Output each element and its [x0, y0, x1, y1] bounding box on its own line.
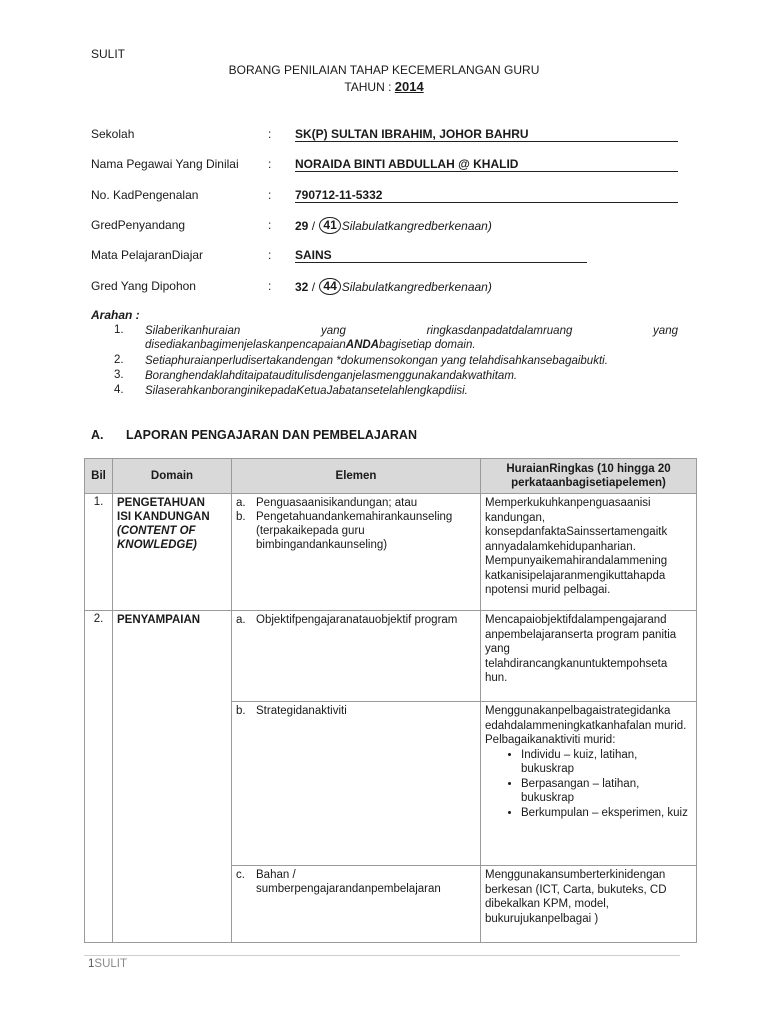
- year-value: 2014: [394, 79, 424, 94]
- header-bil: Bil: [85, 459, 113, 494]
- grade-option: 29: [295, 219, 309, 233]
- field-colon: :: [268, 127, 272, 141]
- cell-elemen: [232, 494, 481, 611]
- classification-top: SULIT: [91, 47, 126, 61]
- field-value-mata-pelajaran: SAINS: [295, 248, 332, 262]
- element-text: Objektifpengajaranatauobjektif program: [256, 614, 458, 626]
- instruction-number: 3.: [114, 369, 124, 381]
- element-letter: a.: [236, 614, 246, 626]
- grade-separator: /: [311, 219, 316, 233]
- field-sekolah: [91, 127, 691, 145]
- element-text: Bahan / sumberpengajarandanpembelajaran: [256, 869, 441, 895]
- field-colon: :: [268, 248, 272, 262]
- element-item: [236, 704, 476, 718]
- field-gred-penyandang: [91, 218, 691, 236]
- element-item: [236, 868, 476, 896]
- cell-bil: 2.: [85, 611, 113, 943]
- field-colon: :: [268, 157, 272, 171]
- instruction-number: 2.: [114, 354, 124, 366]
- field-label: Mata PelajaranDiajar: [91, 248, 204, 262]
- instruction-line: Silaberikanhuraian yang ringkasdanpadatdalamruang yang: [145, 325, 678, 337]
- domain-text: ISI KANDUNGAN: [117, 511, 210, 523]
- page-footer: [88, 958, 127, 970]
- cell-huraian: [481, 702, 697, 866]
- instruction-number: 4.: [114, 384, 124, 396]
- element-letter: b.: [236, 511, 246, 523]
- cell-huraian: Memperkukuhkanpenguasaanisi kandungan, konsepdanfaktaSainssertamengaitk annyadalamkehidupanharian. Mempunyaikemahirandalammening katkanisipelajaranmengikuttahapda npotensi murid pelbagai.: [481, 494, 697, 611]
- domain-text: PENGETAHUAN: [117, 497, 205, 509]
- header-elemen: Elemen: [232, 459, 481, 494]
- field-nama: [91, 157, 691, 175]
- field-colon: :: [268, 279, 272, 293]
- instruction-number: 1.: [114, 324, 124, 336]
- cell-elemen: [232, 866, 481, 943]
- cell-domain: [113, 494, 232, 611]
- element-letter: b.: [236, 705, 246, 717]
- grade-circled: 44: [319, 278, 340, 295]
- year-label: TAHUN :: [344, 80, 392, 94]
- field-label: Gred Yang Dipohon: [91, 279, 196, 293]
- huraian-text: Menggunakanpelbagaistrategidanka edahdalammeningkatkanhafalan murid.: [485, 705, 687, 732]
- instruction-line: [145, 338, 678, 352]
- element-text: Penguasaanisikandungan; atau: [256, 497, 418, 509]
- form-title: BORANG PENILAIAN TAHAP KECEMERLANGAN GURU: [228, 63, 540, 77]
- field-label: Nama Pegawai Yang Dinilai: [91, 157, 239, 171]
- instruction-text: Setiaphuraianperludisertakandengan *dokumensokongan yang telahdisahkansebagaibukti.: [145, 355, 608, 367]
- instruction-emphasis: ANDA: [345, 339, 379, 351]
- instruction-item-1: [114, 324, 678, 354]
- grade-separator: /: [311, 280, 316, 294]
- field-colon: :: [268, 188, 272, 202]
- grade-option: 32: [295, 280, 309, 294]
- underline: [295, 141, 678, 142]
- field-mata-pelajaran: [91, 248, 691, 266]
- element-text: Strategidanaktiviti: [256, 705, 347, 717]
- field-value-kp: 790712-11-5332: [295, 188, 383, 202]
- list-item: • Berkumpulan – eksperimen, kuiz: [521, 806, 692, 821]
- table-row: [85, 611, 697, 702]
- underline: [295, 171, 678, 172]
- element-item: [236, 510, 476, 552]
- table-row: [85, 494, 697, 611]
- element-item: [236, 613, 476, 627]
- list-item: • Individu – kuiz, latihan, bukuskrap: [521, 748, 692, 777]
- field-gred-dipohon: [91, 279, 691, 297]
- header-huraian: HuraianRingkas (10 hingga 20 perkataanbagisetiapelemen): [481, 459, 697, 494]
- underline: [295, 262, 587, 263]
- grade-note: Silabulatkangredberkenaan): [341, 219, 492, 233]
- domain-english: (CONTENT OF: [117, 525, 196, 537]
- instruction-text-part: disediakanbagimenjelaskanpencapaian: [145, 339, 346, 351]
- assessment-table: [84, 458, 697, 943]
- field-value-nama: NORAIDA BINTI ABDULLAH @ KHALID: [295, 157, 519, 171]
- activity-list: [485, 748, 692, 821]
- field-label: GredPenyandang: [91, 218, 186, 232]
- table-header-row: [85, 459, 697, 494]
- domain-english: KNOWLEDGE): [117, 539, 197, 551]
- instruction-text: [145, 324, 678, 352]
- instruction-text: Boranghendaklahditaipatauditulisdenganjelasmenggunakandakwathitam.: [145, 370, 518, 382]
- underline: [295, 202, 678, 203]
- grade-circled: 41: [319, 217, 340, 234]
- field-label: No. KadPengenalan: [91, 188, 199, 202]
- header-domain: Domain: [113, 459, 232, 494]
- cell-elemen: [232, 611, 481, 702]
- field-label: Sekolah: [91, 127, 135, 141]
- grade-options: [295, 279, 492, 296]
- section-letter: A.: [91, 428, 104, 442]
- cell-domain: PENYAMPAIAN: [113, 611, 232, 943]
- instruction-text: SilaserahkanboranginikepadaKetuaJabatansetelahlengkapdiisi.: [145, 385, 468, 397]
- section-title: LAPORAN PENGAJARAN DAN PEMBELAJARAN: [126, 428, 417, 442]
- list-item: • Berpasangan – latihan, bukuskrap: [521, 777, 692, 806]
- section-heading: [91, 428, 417, 442]
- element-letter: a.: [236, 497, 246, 509]
- cell-elemen: [232, 702, 481, 866]
- field-colon: :: [268, 218, 272, 232]
- huraian-text: Pelbagaikanaktiviti murid:: [485, 734, 616, 746]
- instructions-heading: Arahan :: [91, 308, 140, 322]
- classification-footer: SULIT: [94, 958, 127, 970]
- element-text: Pengetahuandankemahirankaunseling (terpakaikepada guru bimbingandankaunseling): [256, 511, 453, 551]
- element-item: [236, 496, 476, 510]
- cell-huraian: Mencapaiobjektifdalampengajarand anpembelajaranserta program panitia yang telahdirancangkanuntuktempohseta hun.: [481, 611, 697, 702]
- footer-divider: [84, 955, 680, 956]
- cell-bil: 1.: [85, 494, 113, 611]
- grade-note: Silabulatkangredberkenaan): [341, 280, 492, 294]
- field-value-sekolah: SK(P) SULTAN IBRAHIM, JOHOR BAHRU: [295, 127, 529, 141]
- form-year-line: [0, 79, 768, 94]
- cell-huraian: Menggunakansumberterkinidengan berkesan (ICT, Carta, bukuteks, CD dibekalkan KPM, model, bukurujukanpelbagai ): [481, 866, 697, 943]
- page-number: 1: [88, 958, 95, 970]
- field-kad-pengenalan: [91, 188, 691, 206]
- element-letter: c.: [236, 869, 245, 881]
- grade-options: [295, 218, 492, 235]
- instruction-text-part: bagisetiap domain.: [379, 339, 476, 351]
